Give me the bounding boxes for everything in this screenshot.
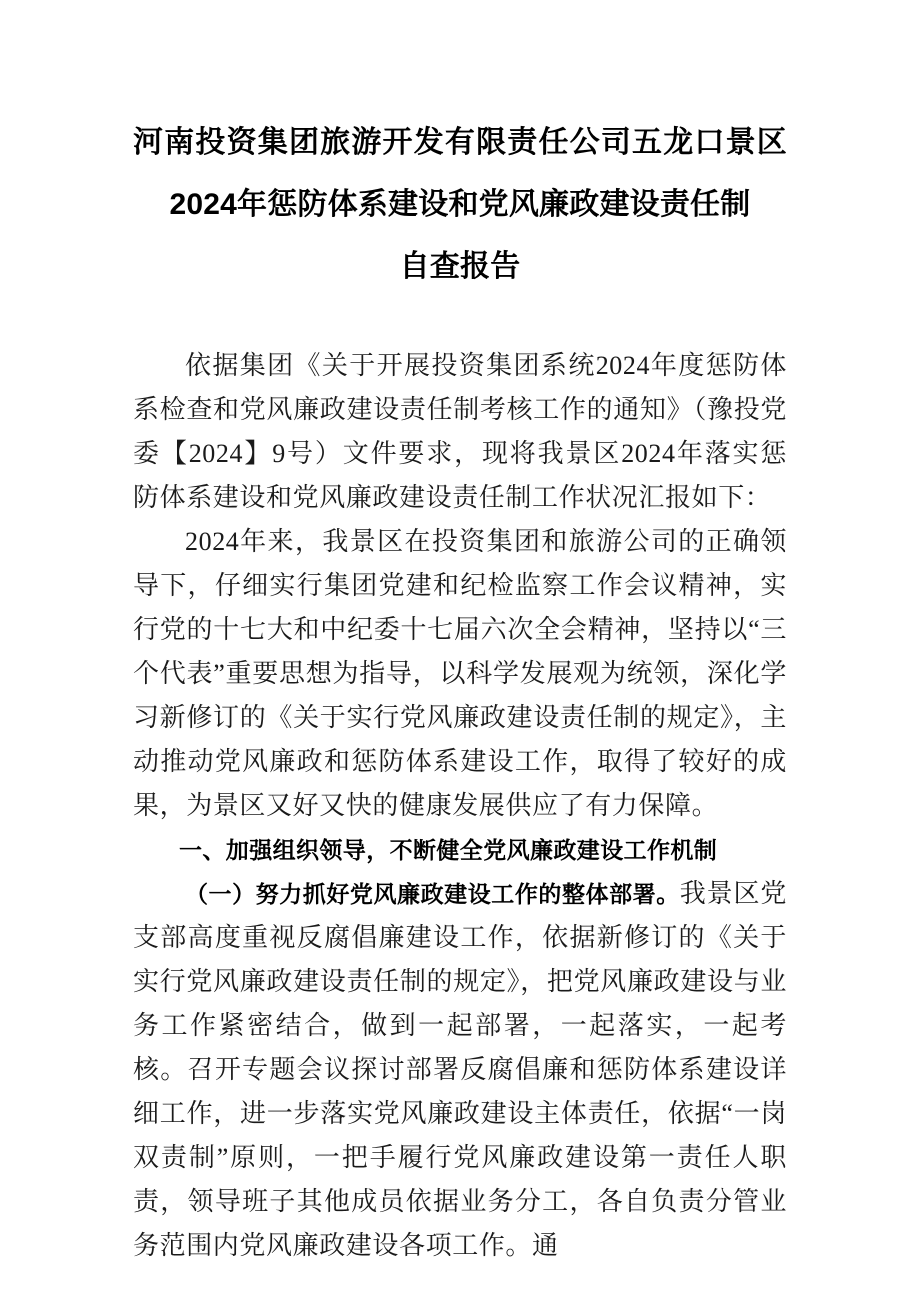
document-title-line-1: 河南投资集团旅游开发有限责任公司五龙口景区 bbox=[133, 126, 787, 159]
document-title-line-2: 2024年惩防体系建设和党风廉政建设责任制 bbox=[169, 188, 751, 221]
document-title-line-3: 自查报告 bbox=[399, 250, 521, 283]
document-body bbox=[133, 344, 787, 1268]
subsection-lead-label: （一）努力抓好党风廉政建设工作的整体部署。 bbox=[185, 881, 680, 907]
document-content-column bbox=[133, 0, 787, 1268]
subsection-body-text: 我景区党支部高度重视反腐倡廉建设工作，依据新修订的《关于实行党风廉政建设责任制的规定》，把党风廉政建设与业务工作紧密结合，做到一起部署，一起落实，一起考核。召开专题会议探讨部署反腐倡廉和惩防体系建设详细工作，进一步落实党风廉政建设主体责任，依据“一岗双责制”原则，一把手履行党风廉政建设第一责任人职责，领导班子其他成员依据业务分工，各自负责分管业务范围内党风廉政建设各项工作。通 bbox=[133, 879, 787, 1260]
section-heading-1: 一、加强组织领导，不断健全党风廉政建设工作机制 bbox=[179, 837, 718, 863]
subsection-paragraph-1 bbox=[133, 872, 787, 1268]
document-title bbox=[133, 0, 787, 298]
paragraph-basis: 依据集团《关于开展投资集团系统2024年度惩防体系检查和党风廉政建设责任制考核工作的通知》（豫投党委【2024】9号）文件要求，现将我景区2024年落实惩防体系建设和党风廉政建设责任制工作状况汇报如下： bbox=[133, 351, 787, 512]
paragraph-overview: 2024年来，我景区在投资集团和旅游公司的正确领导下，仔细实行集团党建和纪检监察工作会议精神，实行党的十七大和中纪委十七届六次全会精神，坚持以“三个代表”重要思想为指导，以科学发展观为统领，深化学习新修订的《关于实行党风廉政建设责任制的规定》，主动推动党风廉政和惩防体系建设工作，取得了较好的成果，为景区又好又快的健康发展供应了有力保障。 bbox=[133, 527, 787, 820]
